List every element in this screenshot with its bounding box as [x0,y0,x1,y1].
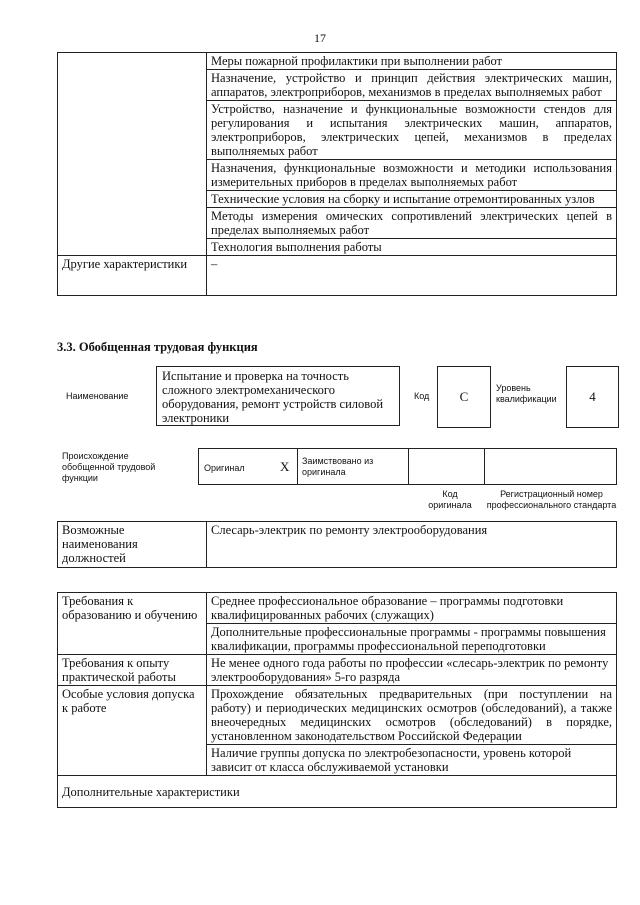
conditions-value: Наличие группы допуска по электробезопасности, уровень которой зависит от класса обслуживаемой установки [207,745,617,776]
reg-number-caption: Регистрационный номер профессионального стандарта [486,489,617,510]
borrowed-label: Заимствовано из оригинала [302,456,374,477]
level-label: Уровень квалификации [496,383,557,404]
table-row: Назначение, устройство и принцип действия электрических машин, аппаратов, электроприборов, механизмов в пределах выполняемых работ [207,70,617,101]
table-row: Назначения, функциональные возможности и методики использования измерительных приборов в пределах выполняемых работ [207,160,617,191]
code-label: Код [414,391,430,401]
positions-value: Слесарь-электрик по ремонту электрооборудования [207,522,617,568]
level-value: 4 [566,366,619,428]
other-characteristics-value: – [207,256,617,296]
table-row: Меры пожарной профилактики при выполнении работ [207,53,617,70]
additional-characteristics: Дополнительные характеристики [58,776,617,808]
page-number: 17 [314,31,326,45]
code-original-caption: Код оригинала [428,489,472,510]
original-label: Оригинал [204,463,245,473]
name-label: Наименование [66,391,129,401]
origin-divider [297,448,298,485]
conditions-value: Прохождение обязательных предварительных (при поступлении на работу) и периодических медицинских осмотров (обследований), а также внеочередных медицинских осмотров (обследований) в порядке, установленном законодательством Российской Федерации [207,686,617,745]
conditions-label: Особые условия допуска к работе [58,686,207,776]
positions-table [57,521,617,568]
section-heading: 3.3. Обобщенная трудовая функция [57,340,258,354]
other-characteristics-label: Другие характеристики [58,256,207,296]
origin-divider [484,448,485,485]
code-value: С [437,366,491,428]
origin-label: Происхождение обобщенной трудовой функции [62,451,156,483]
table-left-cell [58,53,207,256]
positions-label: Возможные наименования должностей [58,522,207,568]
original-mark: X [280,459,290,474]
education-value: Дополнительные профессиональные программы - программы повышения квалификации, программы профессиональной переподготовки [207,624,617,655]
knowledge-table [57,52,617,296]
origin-divider [408,448,409,485]
table-row: Технические условия на сборку и испытание отремонтированных узлов [207,191,617,208]
table-row: Методы измерения омических сопротивлений электрических цепей в пределах выполняемых работ [207,208,617,239]
education-label: Требования к образованию и обучению [58,593,207,655]
education-value: Среднее профессиональное образование – программы подготовки квалифицированных рабочих (служащих) [207,593,617,624]
requirements-table [57,592,617,808]
table-row: Технология выполнения работы [207,239,617,256]
experience-label: Требования к опыту практической работы [58,655,207,686]
name-value: Испытание и проверка на точность сложного электромеханического оборудования, ремонт устройств силовой электроники [156,366,400,426]
table-row: Устройство, назначение и функциональные возможности стендов для регулирования и испытания электрических машин, аппаратов, электроприборов, электрических цепей, механизмов в пределах выполняемых работ [207,101,617,160]
experience-value: Не менее одного года работы по профессии «слесарь-электрик по ремонту электрооборудования» 5-го разряда [207,655,617,686]
